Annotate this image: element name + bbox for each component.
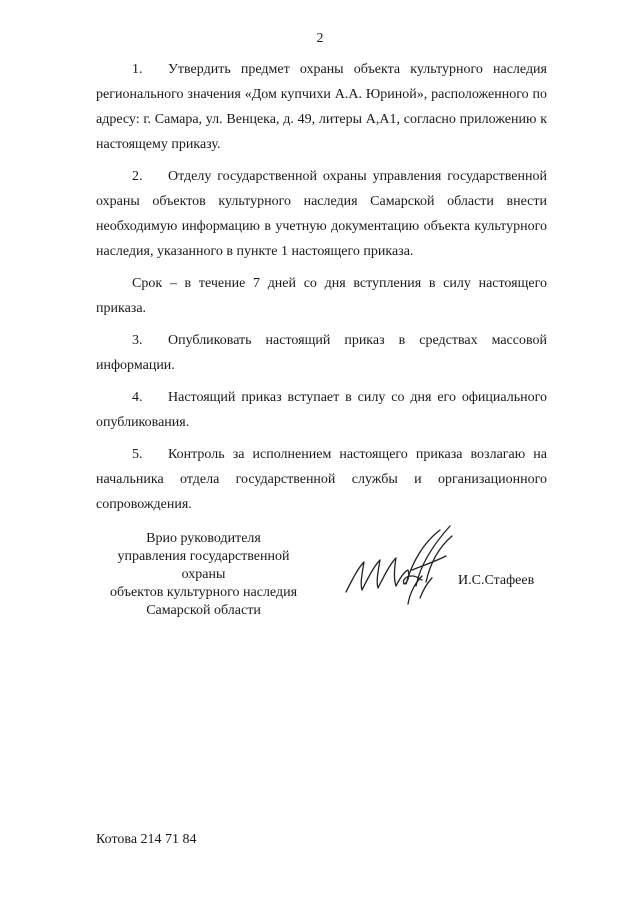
item-text: Утвердить предмет охраны объекта культурного наследия регионального значения «Дом купчихи А.А. Юриной», расположенного по адресу: г. Самара, ул. Венцека, д. 49, литеры А,А1, согласно приложению к настоящему приказу. xyxy=(96,62,547,152)
item-number: 4. xyxy=(132,390,143,405)
signatory-line: объектов культурного наследия xyxy=(109,585,298,600)
item-text: Контроль за исполнением настоящего приказа возлагаю на начальника отдела государственной службы и организационного сопровождения. xyxy=(96,447,547,512)
signatory-line: Врио руководителя xyxy=(146,531,261,546)
item-number: 3. xyxy=(132,333,143,348)
signatory-line: управления государственной охраны xyxy=(117,549,290,582)
item-number: 5. xyxy=(132,447,143,462)
order-body xyxy=(96,57,547,524)
item-text: Отделу государственной охраны управления государственной охраны объектов культурного наследия Самарской области внести необходимую информацию в учетную документацию объекта культурного наследия, указанного в пункте 1 настоящего приказа. xyxy=(96,169,547,259)
order-item-5 xyxy=(96,442,547,517)
signatory-title xyxy=(96,530,311,620)
item-number: 1. xyxy=(132,62,143,77)
item-text: Срок – в течение 7 дней со дня вступления в силу настоящего приказа. xyxy=(96,276,547,316)
signatory-line: Самарской области xyxy=(146,603,261,618)
order-item-4 xyxy=(96,385,547,435)
item-number: 2. xyxy=(132,169,143,184)
handwritten-signature xyxy=(342,522,458,608)
order-item-3 xyxy=(96,328,547,378)
order-item-1 xyxy=(96,57,547,157)
item-text: Настоящий приказ вступает в силу со дня его официального опубликования. xyxy=(96,390,547,430)
order-item-2 xyxy=(96,164,547,264)
item-text: Опубликовать настоящий приказ в средствах массовой информации. xyxy=(96,333,547,373)
deadline-note xyxy=(96,271,547,321)
signer-name: И.С.Стафеев xyxy=(458,573,535,588)
executor-contact: Котова 214 71 84 xyxy=(96,832,197,847)
page-number: 2 xyxy=(316,31,324,46)
